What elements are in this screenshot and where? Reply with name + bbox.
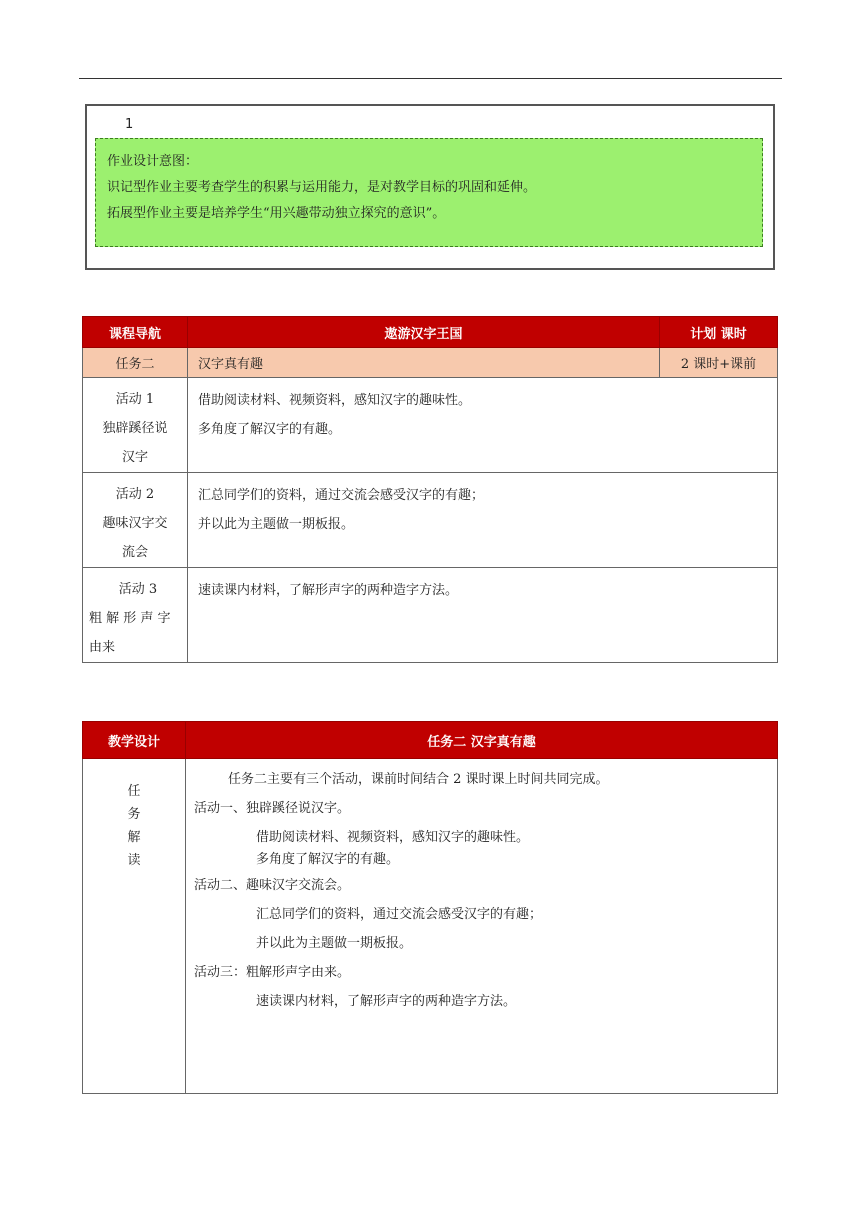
header-plan-hours: 计划 课时 (660, 317, 778, 348)
design-intent-line-1: 识记型作业主要考查学生的积累与运用能力，是对教学目标的巩固和延伸。 (107, 180, 537, 195)
activity-row (83, 378, 778, 473)
task-interpretation-label: 任 务 解 读 (83, 759, 186, 1094)
activity-label: 活动 3 粗 解 形 声 字 由来 (83, 568, 188, 663)
activity-label: 活动 2 趣味汉字交 流会 (83, 473, 188, 568)
header-task-title: 任务二 汉字真有趣 (186, 722, 778, 759)
header-unit-title: 遨游汉字王国 (188, 317, 660, 348)
activity-row (83, 473, 778, 568)
activity-content: 借助阅读材料、视频资料，感知汉字的趣味性。 多角度了解汉字的有趣。 (188, 378, 778, 473)
task-interpretation-body: 任务二主要有三个活动，课前时间结合 2 课时课上时间共同完成。 活动一、独辟蹊径说汉字。 借助阅读材料、视频资料，感知汉字的趣味性。 多角度了解汉字的有趣。 活动二、趣味汉字交流会。 汇总同学们的资料，通过交流会感受汉字的有趣； 并以此为主题做一期板报。 活动三：粗解形声字由来。 速读课内材料，了解形声字的两种造字方法。 (186, 759, 778, 1094)
activity-content: 速读课内材料，了解形声字的两种造字方法。 (188, 568, 778, 663)
design-intent-line-2: 拓展型作业主要是培养学生“用兴趣带动独立探究的意识”。 (107, 206, 446, 221)
design-intent-title: 作业设计意图： (107, 154, 199, 169)
header-rule (79, 78, 782, 79)
teaching-design-table (82, 721, 778, 1094)
task-name: 任务二 (83, 348, 188, 378)
activity-label: 活动 1 独辟蹊径说 汉字 (83, 378, 188, 473)
intro-line: 任务二主要有三个活动，课前时间结合 2 课时课上时间共同完成。 (228, 772, 609, 787)
header-teaching-design: 教学设计 (83, 722, 186, 759)
activity-3-title: 活动三：粗解形声字由来。 (194, 965, 351, 980)
task-hours: 2 课时+课前 (660, 348, 778, 378)
design-intent-box (95, 138, 763, 247)
activity-content: 汇总同学们的资料，通过交流会感受汉字的有趣； 并以此为主题做一期板报。 (188, 473, 778, 568)
course-nav-table (82, 316, 778, 663)
activity-1-title: 活动一、独辟蹊径说汉字。 (194, 801, 351, 816)
activity-row (83, 568, 778, 663)
header-course-nav: 课程导航 (83, 317, 188, 348)
task-title: 汉字真有趣 (188, 348, 660, 378)
activity-2-title: 活动二、趣味汉字交流会。 (194, 878, 351, 893)
note-number: 1 (125, 117, 134, 132)
